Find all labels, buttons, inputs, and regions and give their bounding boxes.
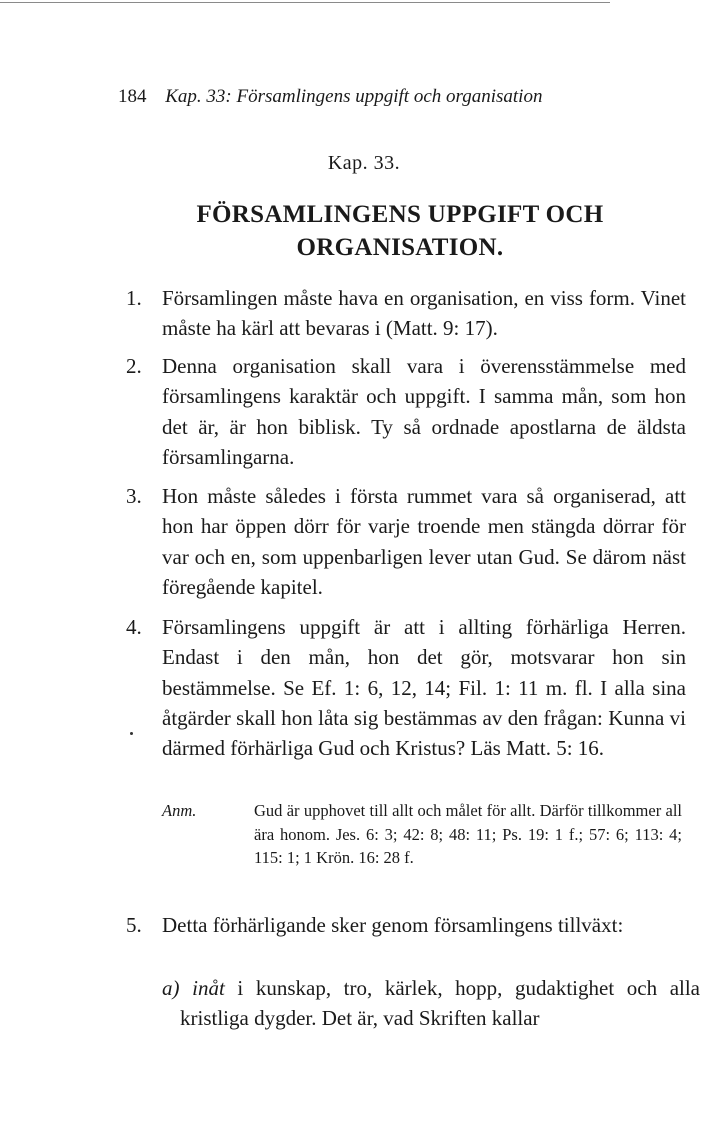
sub-item-text: i kunskap, tro, kärlek, hopp, gudaktighet och alla kristliga dygder. Det är, vad Skriften kallar [180,976,701,1031]
list-item-3 [126,481,686,602]
item-number: 3. [126,484,142,508]
list-item-4 [126,612,686,763]
item-text: Hon måste således i första rummet vara så organiserad, att hon har öppen dörr för varje troende men stängda dörrar för var och en, som uppenbarligen lever utan Gud. Se därom näst föregående kapitel. [162,484,686,599]
item-number: 1. [126,286,142,310]
chapter-number: Kap. 33. [327,152,401,174]
print-speck [130,732,133,735]
item-number: 4. [126,615,142,639]
note-text: Gud är upphovet till allt och målet för allt. Därför tillkommer all ära honom. Jes. 6: 3; 42: 8; 48: 11; Ps. 19: 1 f.; 57: 6; 113: 4; 115: 1; 1 Krön. 16: 28 f. [254,801,682,867]
sub-item-label: a) [162,976,180,1000]
page-top-rule [0,2,610,3]
item-text: Denna organisation skall vara i överensstämmelse med församlingens karaktär och uppgift. I samma mån, som hon det är, är hon biblisk. Ty så ordnade apostlarna de äldsta församlingarna. [162,354,686,469]
item-text: Detta förhärligande sker genom församlingens tillväxt: [162,913,624,937]
list-item-2 [126,351,686,472]
sub-item-keyword: inåt [192,976,225,1000]
list-item-1 [126,283,686,344]
running-title: Kap. 33: Församlingens uppgift och organisation [165,86,543,107]
annotation-note [162,799,682,870]
note-label: Anm. [162,801,197,820]
item-text: Församlingens uppgift är att i allting förhärliga Herren. Endast i den mån, hon det gör, motsvarar hon sin bestämmelse. Se Ef. 1: 6, 12, 14; Fil. 1: 11 m. fl. I alla sina åtgärder skall hon låta sig bestämmas av den frågan: Kunna vi därmed förhärliga Gud och Kristus? Läs Matt. 5: 16. [162,615,686,761]
running-head [118,86,542,108]
sub-item-a [162,973,700,1034]
item-number: 2. [126,354,142,378]
list-item-5 [126,910,686,940]
item-number: 5. [126,913,142,937]
chapter-title: FÖRSAMLINGENS UPPGIFT OCH ORGANISATION. [196,201,604,261]
page-number: 184 [118,86,147,107]
item-text: Församlingen måste hava en organisation, en viss form. Vinet måste ha kärl att bevaras i (Matt. 9: 17). [162,286,686,341]
